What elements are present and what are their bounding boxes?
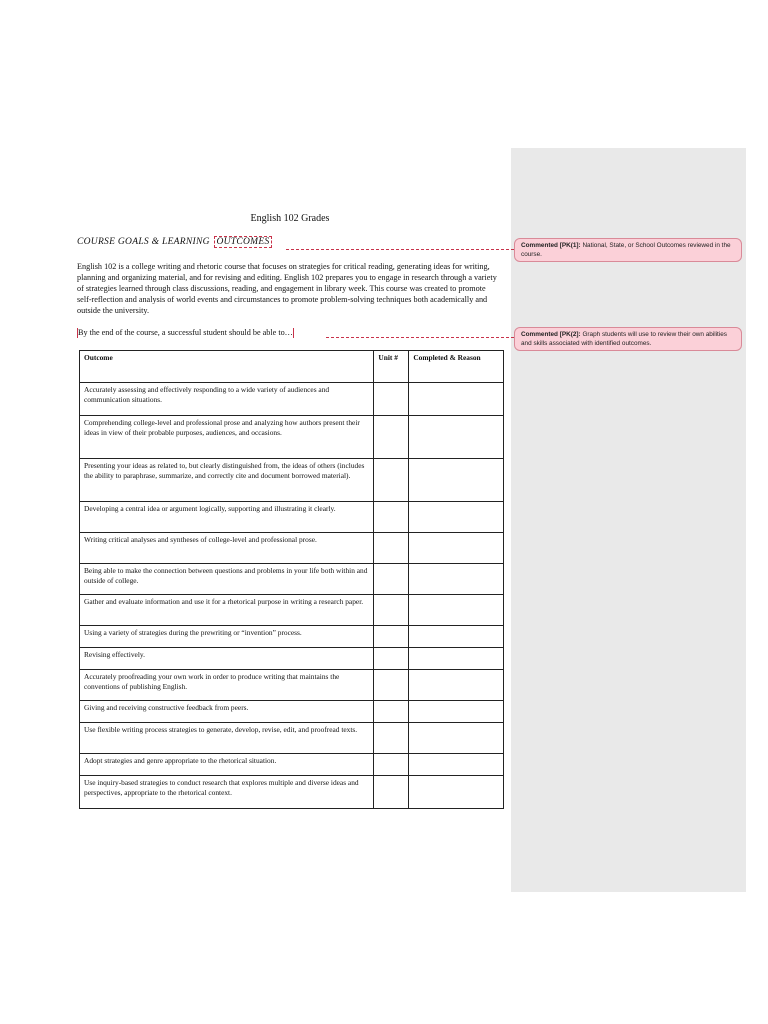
outcome-cell: Accurately assessing and effectively responding to a wide variety of audiences and communication situations. — [80, 383, 374, 416]
page-title: English 102 Grades — [250, 213, 330, 224]
unit-cell[interactable] — [374, 754, 409, 776]
comment-2-author: Commented [PK(2]: — [521, 331, 581, 338]
table-row — [80, 648, 504, 670]
completed-cell[interactable] — [409, 383, 504, 416]
outcome-cell: Giving and receiving constructive feedback from peers. — [80, 701, 374, 723]
header-unit: Unit # — [374, 351, 409, 383]
table-row — [80, 564, 504, 595]
completed-cell[interactable] — [409, 502, 504, 533]
comment-1-text: National, State, or School Outcomes reviewed in the course. — [521, 242, 731, 258]
table-row — [80, 723, 504, 754]
table-row — [80, 502, 504, 533]
completed-cell[interactable] — [409, 776, 504, 809]
comment-anchor-end — [293, 328, 294, 338]
outcome-cell: Using a variety of strategies during the prewriting or “invention” process. — [80, 626, 374, 648]
comment-anchor-outcomes[interactable]: OUTCOMES — [216, 237, 270, 247]
instruction-line — [77, 328, 294, 338]
comment-2[interactable] — [514, 327, 742, 351]
instruction-text[interactable]: By the end of the course, a successful student should be able to… — [78, 328, 293, 337]
section-heading-text: COURSE GOALS & LEARNING — [77, 237, 213, 247]
intro-paragraph: English 102 is a college writing and rhetoric course that focuses on strategies for critical reading, generating ideas for writing, planning and organizing material, and for revising and editing. English 102 prepares you to engage in research through a variety of strategies learned through class discussions, reading, and engagement in library week. This course was created to promote self-reflection and analysis of world events and circumstances to promote problem-solving techniques both academically and outside the university. — [77, 262, 497, 315]
completed-cell[interactable] — [409, 626, 504, 648]
table-row — [80, 754, 504, 776]
completed-cell[interactable] — [409, 564, 504, 595]
unit-cell[interactable] — [374, 459, 409, 502]
completed-cell[interactable] — [409, 595, 504, 626]
completed-cell[interactable] — [409, 648, 504, 670]
table-row — [80, 459, 504, 502]
comment-2-text: Graph students will use to review their own abilities and skills associated with identified outcomes. — [521, 331, 728, 347]
table-row — [80, 670, 504, 701]
completed-cell[interactable] — [409, 416, 504, 459]
unit-cell[interactable] — [374, 701, 409, 723]
outcome-cell: Developing a central idea or argument logically, supporting and illustrating it clearly. — [80, 502, 374, 533]
comment-1[interactable] — [514, 238, 742, 262]
outcome-cell: Comprehending college-level and professional prose and analyzing how authors present their ideas in view of their probable purposes, audiences, and occasions. — [80, 416, 374, 459]
outcome-cell: Revising effectively. — [80, 648, 374, 670]
outcome-cell: Writing critical analyses and syntheses of college-level and professional prose. — [80, 533, 374, 564]
table-row — [80, 626, 504, 648]
header-completed: Completed & Reason — [409, 351, 504, 383]
completed-cell[interactable] — [409, 533, 504, 564]
outcome-cell: Presenting your ideas as related to, but clearly distinguished from, the ideas of others (includes the ability to paraphrase, summarize, and correctly cite and document borrowed material). — [80, 459, 374, 502]
table-header-row — [80, 351, 504, 383]
unit-cell[interactable] — [374, 533, 409, 564]
unit-cell[interactable] — [374, 595, 409, 626]
table-row — [80, 383, 504, 416]
unit-cell[interactable] — [374, 502, 409, 533]
outcomes-table — [79, 350, 504, 809]
table-row — [80, 776, 504, 809]
table-row — [80, 533, 504, 564]
section-heading — [77, 236, 272, 248]
outcome-cell: Accurately proofreading your own work in order to produce writing that maintains the conventions of publishing English. — [80, 670, 374, 701]
comment-connector-2 — [326, 337, 514, 338]
unit-cell[interactable] — [374, 670, 409, 701]
outcome-cell: Use flexible writing process strategies to generate, develop, revise, edit, and proofread texts. — [80, 723, 374, 754]
completed-cell[interactable] — [409, 754, 504, 776]
header-outcome: Outcome — [80, 351, 374, 383]
completed-cell[interactable] — [409, 701, 504, 723]
comment-connector-1 — [286, 249, 514, 250]
outcome-cell: Adopt strategies and genre appropriate to the rhetorical situation. — [80, 754, 374, 776]
completed-cell[interactable] — [409, 670, 504, 701]
unit-cell[interactable] — [374, 383, 409, 416]
table-row — [80, 595, 504, 626]
unit-cell[interactable] — [374, 416, 409, 459]
completed-cell[interactable] — [409, 723, 504, 754]
unit-cell[interactable] — [374, 648, 409, 670]
outcome-cell: Gather and evaluate information and use it for a rhetorical purpose in writing a research paper. — [80, 595, 374, 626]
table-row — [80, 416, 504, 459]
outcome-cell: Being able to make the connection between questions and problems in your life both within and outside of college. — [80, 564, 374, 595]
comment-1-author: Commented [PK(1]: — [521, 242, 581, 249]
outcome-cell: Use inquiry-based strategies to conduct research that explores multiple and diverse ideas and perspectives, appropriate to the rhetorical context. — [80, 776, 374, 809]
unit-cell[interactable] — [374, 723, 409, 754]
completed-cell[interactable] — [409, 459, 504, 502]
unit-cell[interactable] — [374, 626, 409, 648]
unit-cell[interactable] — [374, 564, 409, 595]
unit-cell[interactable] — [374, 776, 409, 809]
table-row — [80, 701, 504, 723]
